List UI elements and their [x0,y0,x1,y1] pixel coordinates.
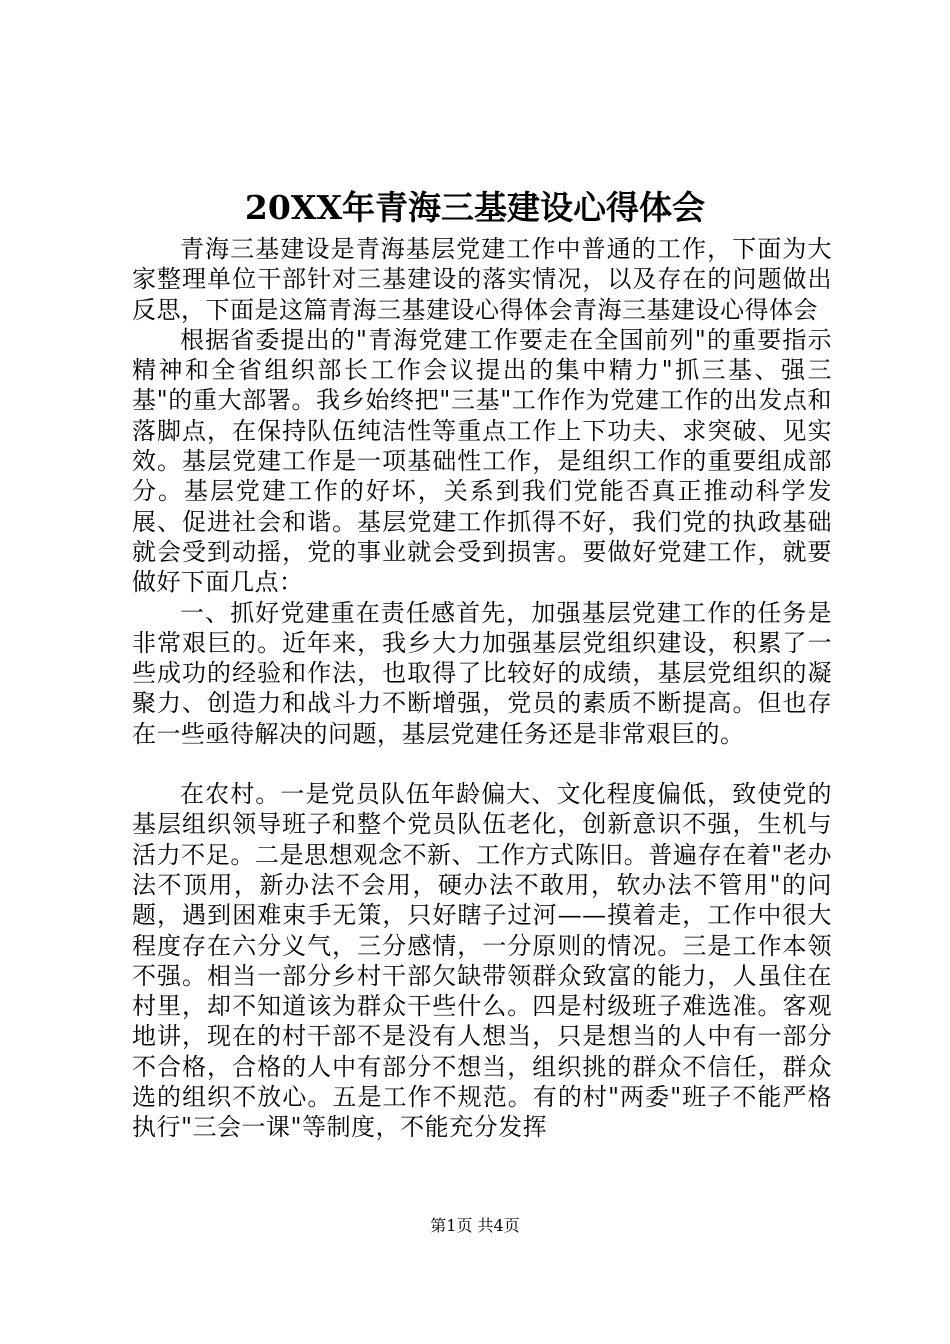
paragraph-point-one: 一、抓好党建重在责任感首先，加强基层党建工作的任务是非常艰巨的。近年来，我乡大力加强基层党组织建设，积累了一些成功的经验和作法，也取得了比较好的成绩，基层党组织的凝聚力、创造力和战斗力不断增强，党员的素质不断提高。但也存在一些亟待解决的问题，基层党建任务还是非常艰巨的。 [132,598,832,748]
paragraph-intro: 青海三基建设是青海基层党建工作中普通的工作，下面为大家整理单位干部针对三基建设的落实情况，以及存在的问题做出反思，下面是这篇青海三基建设心得体会青海三基建设心得体会 [132,235,832,324]
document-title: 20XX年青海三基建设心得体会 [244,188,706,227]
paragraph-rural-issues: 在农村。一是党员队伍年龄偏大、文化程度偏低，致使党的基层组织领导班子和整个党员队伍老化，创新意识不强，生机与活力不足。二是思想观念不新、工作方式陈旧。普遍存在着"老办法不顶用，新办法不会用，硬办法不敢用，软办法不管用"的问题，遇到困难束手无策，只好瞎子过河——摸着走，工作中很大程度存在六分义气，三分感情，一分原则的情况。三是工作本领不强。相当一部分乡村干部欠缺带领群众致富的能力，人虽住在村里，却不知道该为群众干些什么。四是村级班子难选准。客观地讲，现在的村干部不是没有人想当，只是想当的人中有一部分不合格，合格的人中有部分不想当，组织挑的群众不信任，群众选的组织不放心。五是工作不规范。有的村"两委"班子不能严格执行"三会一课"等制度，不能充分发挥 [132,780,832,1142]
page-footer: 第1页 共4页 [430,1216,520,1235]
paragraph-background: 根据省委提出的"青海党建工作要走在全国前列"的重要指示精神和全省组织部长工作会议提出的集中精力"抓三基、强三基"的重大部署。我乡始终把"三基"工作作为党建工作的出发点和落脚点，在保持队伍纯洁性等重点工作上下功夫、求突破、见实效。基层党建工作是一项基础性工作，是组织工作的重要组成部分。基层党建工作的好坏，关系到我们党能否真正推动科学发展、促进社会和谐。基层党建工作抓得不好，我们党的执政基础就会受到动摇，党的事业就会受到损害。要做好党建工作，就要做好下面几点： [132,325,832,597]
paragraph-spacer [132,749,832,779]
document-body [132,234,832,1143]
